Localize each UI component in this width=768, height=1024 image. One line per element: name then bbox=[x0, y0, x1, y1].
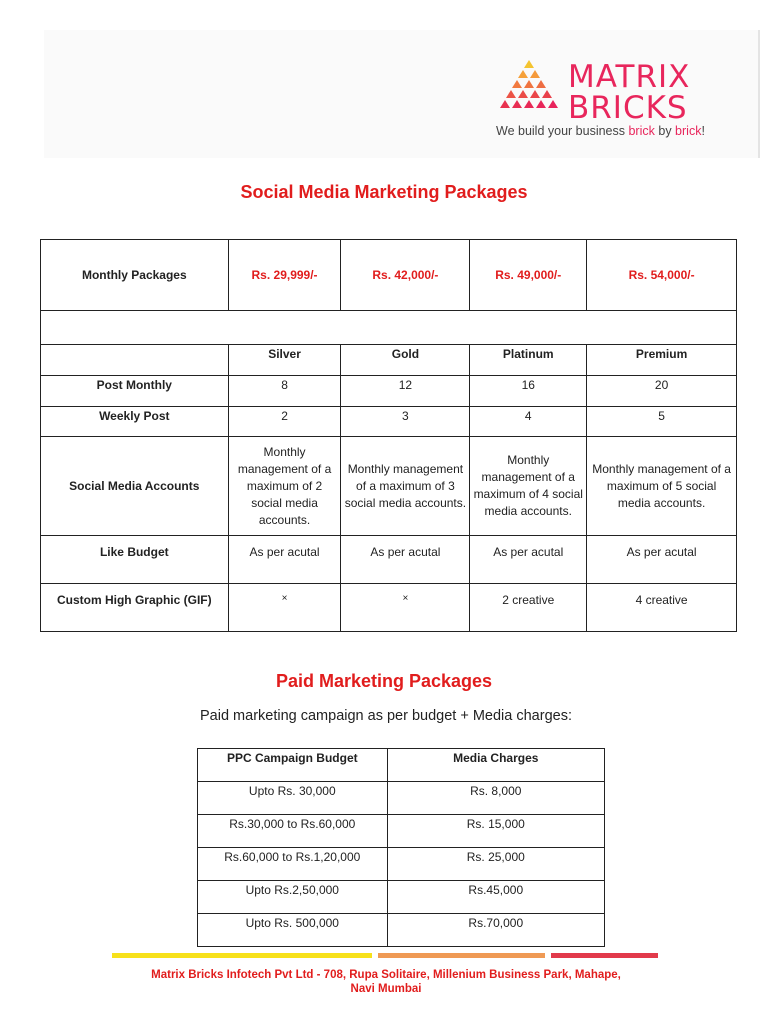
table-cell: 5 bbox=[587, 407, 737, 437]
footer-bar-orange bbox=[378, 953, 545, 958]
table-cell: Upto Rs. 30,000 bbox=[198, 782, 388, 815]
tier-premium: Premium bbox=[587, 345, 737, 376]
table-cell: 16 bbox=[470, 376, 587, 407]
paid-packages-subtitle: Paid marketing campaign as per budget + Media charges: bbox=[200, 708, 572, 724]
tagline-text: by bbox=[654, 124, 676, 138]
tagline-text: ! bbox=[701, 124, 705, 138]
table-cell: 4 creative bbox=[587, 584, 737, 632]
table-cell: Rs.45,000 bbox=[387, 881, 604, 914]
logo-word-matrix: MATRIX bbox=[568, 59, 691, 95]
tagline-highlight: brick bbox=[675, 124, 702, 138]
column-header: PPC Campaign Budget bbox=[198, 749, 388, 782]
table-header-row bbox=[198, 749, 605, 782]
tier-platinum: Platinum bbox=[470, 345, 587, 376]
social-packages-table bbox=[40, 239, 737, 632]
price-gold: Rs. 42,000/- bbox=[341, 240, 470, 311]
table-cell: As per acutal bbox=[587, 536, 737, 584]
table-cell: 2 bbox=[228, 407, 341, 437]
table-row bbox=[198, 815, 605, 848]
table-cell: Upto Rs. 500,000 bbox=[198, 914, 388, 947]
table-cell: × bbox=[228, 584, 341, 632]
table-cell: 12 bbox=[341, 376, 470, 407]
spacer-cell bbox=[41, 311, 737, 345]
logo-wordmark bbox=[568, 59, 691, 126]
table-cell: Upto Rs.2,50,000 bbox=[198, 881, 388, 914]
tagline-text: We build your business bbox=[496, 124, 629, 138]
table-row bbox=[198, 881, 605, 914]
footer-bar-red bbox=[551, 953, 658, 958]
table-cell: × bbox=[341, 584, 470, 632]
table-cell: Rs.60,000 to Rs.1,20,000 bbox=[198, 848, 388, 881]
price-platinum: Rs. 49,000/- bbox=[470, 240, 587, 311]
row-label: Social Media Accounts bbox=[41, 437, 229, 536]
table-cell: Monthly management of a maximum of 4 social media accounts. bbox=[470, 437, 587, 536]
row-label: Post Monthly bbox=[41, 376, 229, 407]
table-cell: Monthly management of a maximum of 3 social media accounts. bbox=[341, 437, 470, 536]
table-cell: Rs. 8,000 bbox=[387, 782, 604, 815]
paid-packages-table bbox=[197, 748, 605, 947]
social-packages-title: Social Media Marketing Packages bbox=[240, 182, 528, 202]
paid-packages-title: Paid Marketing Packages bbox=[275, 671, 493, 691]
company-logo bbox=[496, 60, 746, 148]
logo-word-bricks: BRICKS bbox=[568, 90, 688, 126]
table-cell: 20 bbox=[587, 376, 737, 407]
logo-bricks-icon bbox=[496, 60, 562, 110]
row-label: Custom High Graphic (GIF) bbox=[41, 584, 229, 632]
table-row bbox=[41, 536, 737, 584]
table-row bbox=[41, 407, 737, 437]
table-row bbox=[41, 376, 737, 407]
table-cell: Monthly management of a maximum of 5 social media accounts. bbox=[587, 437, 737, 536]
logo-tagline bbox=[496, 124, 705, 138]
table-row bbox=[41, 437, 737, 536]
table-row bbox=[198, 848, 605, 881]
tier-blank-cell bbox=[41, 345, 229, 376]
monthly-packages-label: Monthly Packages bbox=[41, 240, 229, 311]
table-row bbox=[41, 240, 737, 311]
row-label: Weekly Post bbox=[41, 407, 229, 437]
tier-silver: Silver bbox=[228, 345, 341, 376]
footer-address-line1: Matrix Bricks Infotech Pvt Ltd - 708, Rupa Solitaire, Millenium Business Park, Mahape, bbox=[151, 969, 621, 981]
table-cell: Rs.30,000 to Rs.60,000 bbox=[198, 815, 388, 848]
column-header: Media Charges bbox=[387, 749, 604, 782]
table-cell: As per acutal bbox=[341, 536, 470, 584]
footer-color-bars bbox=[112, 953, 660, 958]
table-row bbox=[41, 584, 737, 632]
table-cell: Rs. 25,000 bbox=[387, 848, 604, 881]
table-row bbox=[41, 345, 737, 376]
footer-address-line2: Navi Mumbai bbox=[350, 983, 422, 995]
table-cell: 3 bbox=[341, 407, 470, 437]
table-row-spacer bbox=[41, 311, 737, 345]
table-cell: Rs. 15,000 bbox=[387, 815, 604, 848]
table-cell: As per acutal bbox=[228, 536, 341, 584]
tagline-highlight: brick bbox=[628, 124, 655, 138]
table-cell: 2 creative bbox=[470, 584, 587, 632]
table-cell: Rs.70,000 bbox=[387, 914, 604, 947]
table-cell: As per acutal bbox=[470, 536, 587, 584]
table-row bbox=[198, 782, 605, 815]
price-silver: Rs. 29,999/- bbox=[228, 240, 341, 311]
table-row bbox=[198, 914, 605, 947]
row-label: Like Budget bbox=[41, 536, 229, 584]
table-cell: 4 bbox=[470, 407, 587, 437]
footer-address bbox=[0, 968, 768, 996]
table-cell: Monthly management of a maximum of 2 social media accounts. bbox=[228, 437, 341, 536]
tier-gold: Gold bbox=[341, 345, 470, 376]
footer-bar-yellow bbox=[112, 953, 372, 958]
table-cell: 8 bbox=[228, 376, 341, 407]
price-premium: Rs. 54,000/- bbox=[587, 240, 737, 311]
